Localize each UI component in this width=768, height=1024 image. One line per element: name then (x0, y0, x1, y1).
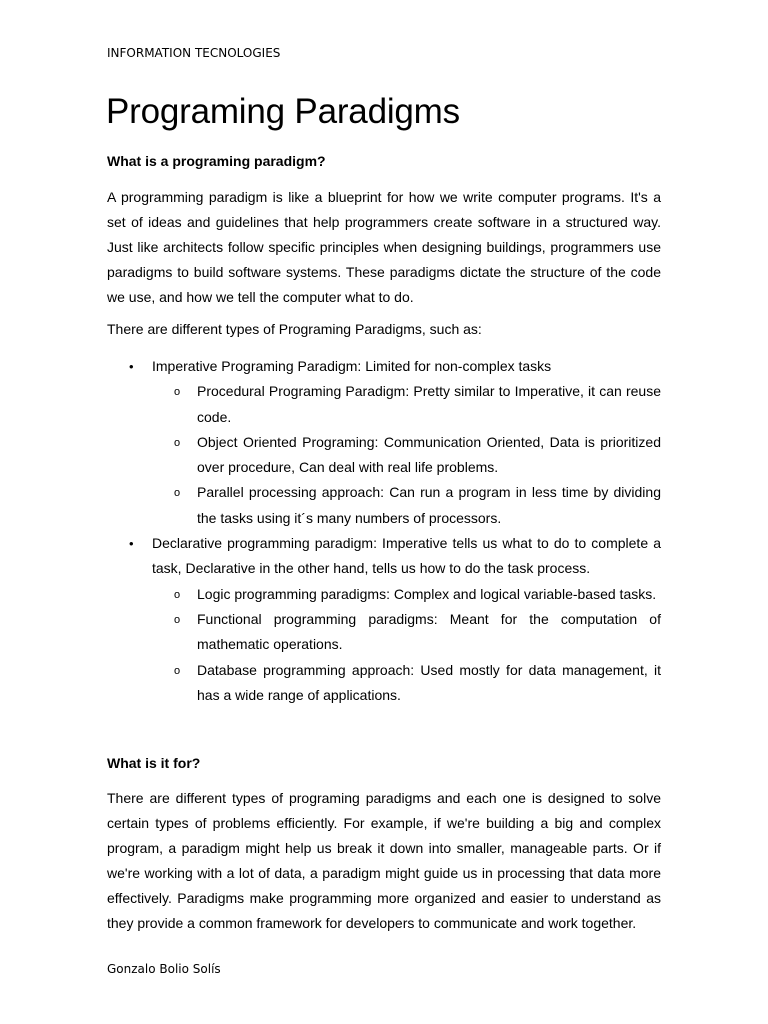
list-item-text: Declarative programming paradigm: Imperative tells us what to do to complete a task, Declarative in the other hand, tells us how to do the task process. (152, 535, 661, 577)
sub-item-database (107, 658, 661, 709)
page-title: Programing Paradigms (106, 92, 460, 131)
paradigm-types-intro: There are different types of Programing Paradigms, such as: (107, 321, 482, 337)
sub-item-logic (107, 582, 661, 607)
sub-bullet-icon: o (174, 613, 181, 626)
bullet-icon: • (129, 359, 134, 374)
list-item-imperative (107, 354, 661, 379)
section-heading-what-is-paradigm: What is a programing paradigm? (107, 153, 326, 169)
list-item-text: Imperative Programing Paradigm: Limited for non-complex tasks (152, 358, 552, 374)
bullet-icon: • (129, 536, 134, 552)
sub-bullet-icon: o (174, 436, 181, 449)
sub-item-object-oriented (107, 430, 661, 481)
sub-bullet-icon: o (174, 386, 181, 399)
sub-item-parallel (107, 480, 661, 531)
section-heading-what-is-it-for: What is it for? (107, 755, 201, 771)
paradigm-list (107, 354, 661, 708)
sub-item-text: Functional programming paradigms: Meant for the computation of mathematic operations. (197, 610, 661, 653)
sub-item-functional (107, 607, 661, 658)
sub-item-text: Parallel processing approach: Can run a program in less time by dividing the tasks using it´s many numbers of processors. (197, 484, 661, 526)
sub-bullet-icon: o (174, 664, 181, 677)
page-footer-author: Gonzalo Bolio Solís (107, 962, 221, 976)
list-item-declarative (107, 531, 661, 582)
sub-item-text: Database programming approach: Used mostly for data management, it has a wide range of applications. (197, 661, 661, 703)
sub-item-text: Procedural Programing Paradigm: Pretty similar to Imperative, it can reuse code. (197, 383, 661, 425)
page-header: INFORMATION TECNOLOGIES (107, 46, 281, 60)
sub-item-text: Object Oriented Programing: Communication Oriented, Data is prioritized over procedure, Can deal with real life problems. (197, 433, 661, 476)
sub-bullet-icon: o (174, 588, 181, 601)
sub-bullet-icon: o (174, 487, 181, 500)
paradigm-definition-paragraph: A programming paradigm is like a blueprint for how we write computer programs. It's a set of ideas and guidelines that help programmers create software in a structured way. Just like architects follow specific principles when designing buildings, programmers use paradigms to build software systems. These paradigms dictate the structure of the code we use, and how we tell the computer what to do. (107, 189, 661, 305)
sub-item-procedural (107, 379, 661, 430)
sub-item-text: Logic programming paradigms: Complex and logical variable-based tasks. (197, 585, 657, 602)
paradigm-purpose-paragraph: There are different types of programing paradigms and each one is designed to solve certain types of problems efficiently. For example, if we're building a big and complex program, a paradigm might help us break it down into smaller, manageable parts. Or if we're working with a lot of data, a paradigm might guide us in processing that data more effectively. Paradigms make programming more organized and easier to understand as they provide a common framework for developers to communicate and work together. (107, 790, 661, 931)
